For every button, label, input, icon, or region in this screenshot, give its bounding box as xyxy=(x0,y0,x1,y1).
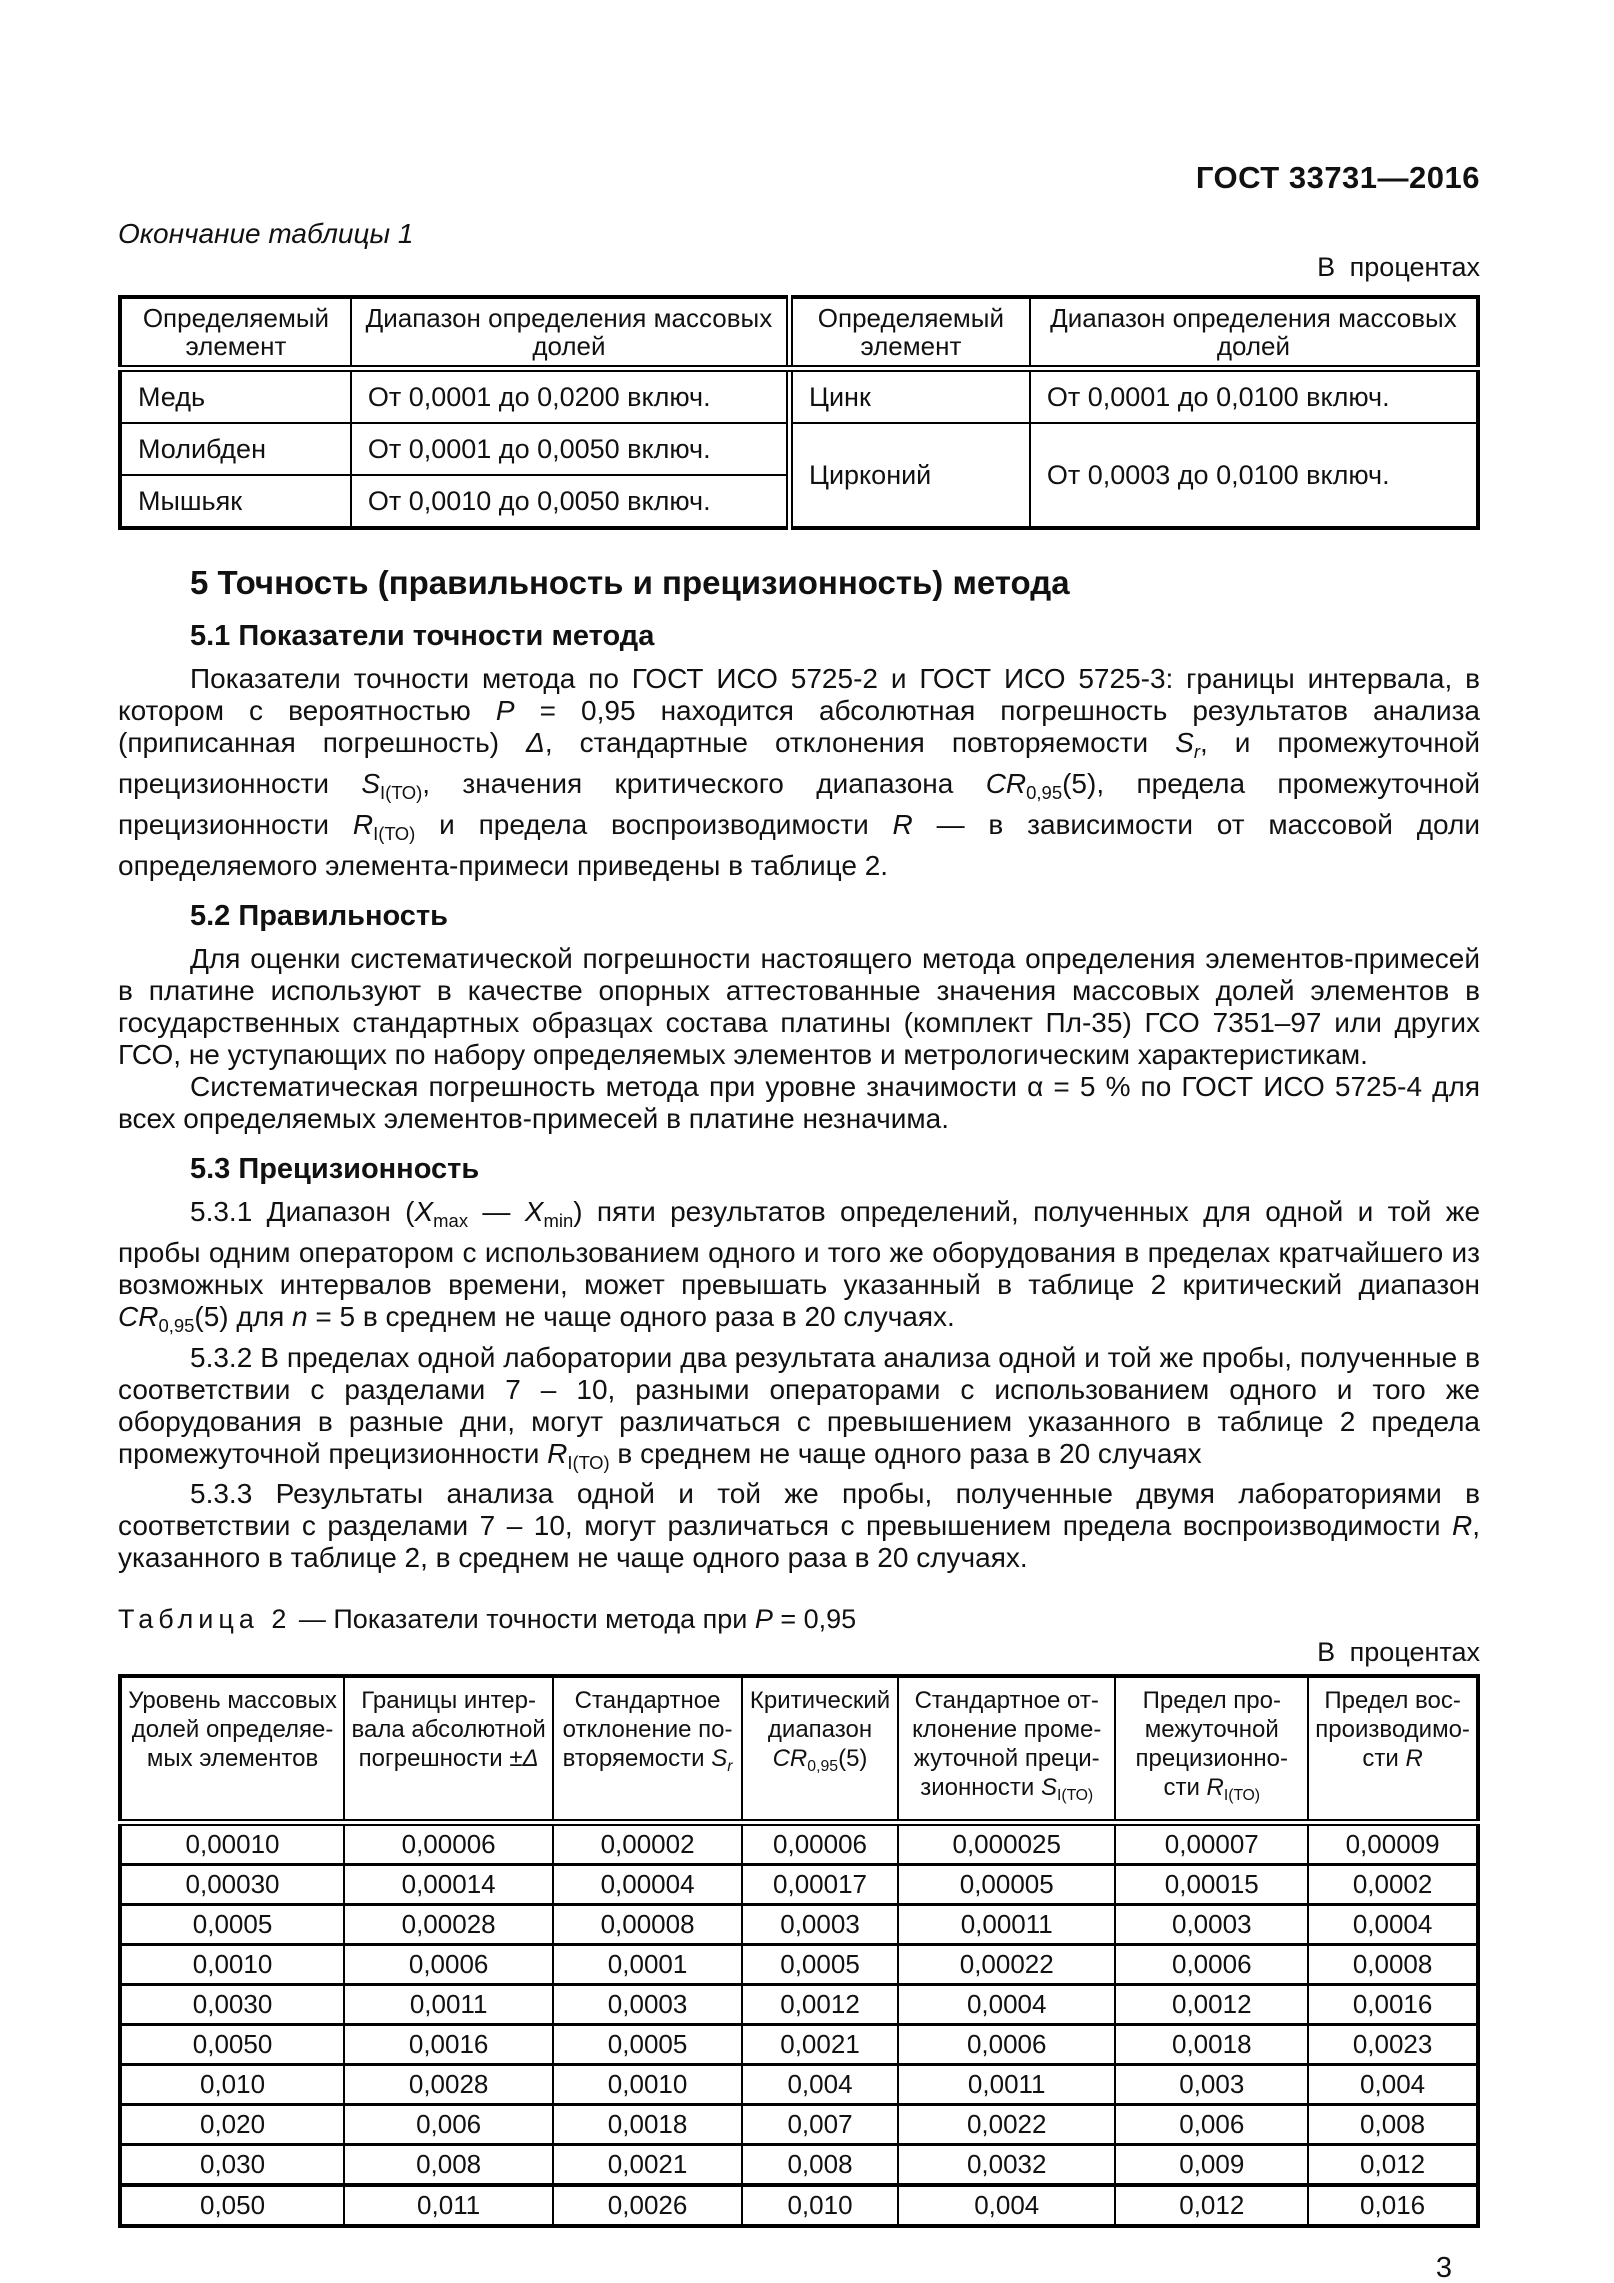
text-run: Δ xyxy=(526,727,545,758)
table-row xyxy=(120,423,1478,475)
text-run: , стандартные отклонения повторяемости xyxy=(544,727,1176,758)
text-run: 0,95 xyxy=(807,1758,839,1776)
value-cell: 0,00014 xyxy=(344,1864,553,1904)
text-run: 5.3.1 Диапазон ( xyxy=(190,1195,415,1227)
table-row xyxy=(120,1822,1478,1864)
table2-header-mass-fraction-level xyxy=(120,1676,344,1822)
text-run: , и промежуточной прецизионности xyxy=(118,727,1480,799)
text-run: Предел вос- xyxy=(1324,1687,1461,1715)
value-cell: 0,00002 xyxy=(553,1822,742,1864)
text-run: производимо- xyxy=(1315,1716,1470,1744)
table1-continuation-label: Окончание таблицы 1 xyxy=(118,218,414,249)
value-cell: 0,050 xyxy=(120,2185,344,2226)
text-run: Таблица 2 xyxy=(118,1604,292,1635)
range-cell: От 0,0001 до 0,0200 включ. xyxy=(351,369,790,424)
value-cell: 0,0005 xyxy=(120,1904,344,1944)
range-cell: От 0,0010 до 0,0050 включ. xyxy=(351,475,790,528)
value-cell: 0,0003 xyxy=(553,1984,742,2024)
paragraph-5-3-3 xyxy=(118,1478,1480,1574)
table1-header-range-left xyxy=(351,297,790,369)
value-cell: 0,0010 xyxy=(120,1944,344,1984)
value-cell: 0,00028 xyxy=(344,1904,553,1944)
page-number: 3 xyxy=(1435,2251,1452,2283)
value-cell: 0,010 xyxy=(120,2064,344,2104)
value-cell: 0,020 xyxy=(120,2104,344,2144)
text-run: r xyxy=(727,1758,733,1776)
table2-header-row xyxy=(120,1676,1478,1822)
text-run: I(ТО) xyxy=(1223,1787,1261,1805)
text-run: S xyxy=(711,1745,728,1773)
text-run: I(ТО) xyxy=(373,822,416,844)
value-cell: 0,000025 xyxy=(898,1822,1115,1864)
value-cell: 0,008 xyxy=(742,2144,898,2185)
value-cell: 0,0018 xyxy=(1115,2024,1308,2064)
table2-header-intermediate-precision-sd xyxy=(898,1676,1115,1822)
table-row xyxy=(120,2144,1478,2185)
text-run: Δ xyxy=(522,1745,539,1773)
text-run: элемент xyxy=(860,331,962,361)
table2-caption xyxy=(118,1604,1480,1635)
value-cell: 0,0021 xyxy=(742,2024,898,2064)
value-cell: 0,004 xyxy=(898,2185,1115,2226)
text-run: max xyxy=(433,1209,469,1231)
value-cell: 0,0008 xyxy=(1308,1944,1478,1984)
doc-code-header: ГОСТ 33731—2016 xyxy=(1195,160,1480,195)
text-run: сти xyxy=(1362,1745,1406,1773)
text-run: I(ТО) xyxy=(380,781,423,803)
value-cell: 0,00008 xyxy=(553,1904,742,1944)
text-run: = 5 в среднем не чаще одного раза в 20 случаях. xyxy=(307,1300,955,1332)
text-run: (5), предела промежуточной прецизионности xyxy=(118,767,1481,840)
value-cell: 0,0030 xyxy=(120,1984,344,2024)
text-run: межуточной xyxy=(1144,1716,1279,1744)
table2-header-repeatability-sd xyxy=(553,1676,742,1822)
text-run: S xyxy=(1175,727,1194,758)
text-run: min xyxy=(543,1209,574,1231)
text-run: R xyxy=(1405,1745,1423,1773)
value-cell: 0,0006 xyxy=(1115,1944,1308,1984)
value-cell: 0,0016 xyxy=(344,2024,553,2064)
text-run: R xyxy=(892,808,913,840)
value-cell: 0,012 xyxy=(1115,2185,1308,2226)
text-run: CR xyxy=(985,767,1027,799)
text-run: n xyxy=(292,1300,308,1332)
text-run: диапазон xyxy=(767,1716,873,1744)
value-cell: 0,0002 xyxy=(1308,1864,1478,1904)
value-cell: 0,004 xyxy=(742,2064,898,2104)
value-cell: 0,0003 xyxy=(742,1904,898,1944)
value-cell: 0,0006 xyxy=(898,2024,1115,2064)
section-5-3-heading: 5.3 Прецизионность xyxy=(190,1152,480,1185)
value-cell: 0,0004 xyxy=(1308,1904,1478,1944)
value-cell: 0,0010 xyxy=(553,2064,742,2104)
value-cell: 0,030 xyxy=(120,2144,344,2185)
text-run: сти xyxy=(1163,1774,1207,1802)
text-run: 5.3.2 В пределах одной лаборатории два результата анализа одной и той же пробы, полученные в соответствии с разделами 7 – 10, разными операторами с использованием одного и того же оборудования в разные дни, могут различаться с превышением указанного в таблице 2 предела промежуточной прецизионности xyxy=(118,1341,1480,1469)
table2 xyxy=(118,1674,1480,2227)
text-run: CR xyxy=(772,1745,808,1773)
text-run: долей xyxy=(532,331,606,361)
value-cell: 0,00015 xyxy=(1115,1864,1308,1904)
value-cell: 0,012 xyxy=(1308,2144,1478,2185)
value-cell: 0,007 xyxy=(742,2104,898,2144)
text-run: R xyxy=(1451,1510,1473,1542)
table2-header-reproducibility-limit xyxy=(1308,1676,1478,1822)
value-cell: 0,0050 xyxy=(120,2024,344,2064)
value-cell: 0,008 xyxy=(1308,2104,1478,2144)
text-run: Границы интер- xyxy=(361,1687,536,1715)
text-run: отклонение по- xyxy=(562,1716,733,1744)
table1-head xyxy=(120,297,1478,369)
value-cell: 0,00005 xyxy=(898,1864,1115,1904)
text-run: жуточной преци- xyxy=(913,1745,1100,1773)
table1-header-element-right xyxy=(789,297,1029,369)
text-run: вала абсолютной xyxy=(351,1716,546,1744)
paragraph-5-2-2: Систематическая погрешность метода при уровне значимости α = 5 % по ГОСТ ИСО 5725-4 для всех определяемых элементов-примесей в платине незначима. xyxy=(118,1070,1480,1134)
element-cell: Мышьяк xyxy=(120,475,351,528)
value-cell: 0,008 xyxy=(344,2144,553,2185)
element-cell: Медь xyxy=(120,369,351,424)
range-cell: От 0,0001 до 0,0100 включ. xyxy=(1030,369,1478,424)
element-cell: Цинк xyxy=(789,369,1029,424)
text-run: мых элементов xyxy=(146,1745,319,1773)
text-run: в среднем не чаще одного раза в 20 случаях xyxy=(609,1437,1202,1469)
table-row xyxy=(120,1984,1478,2024)
value-cell: 0,0028 xyxy=(344,2064,553,2104)
text-run: = 0,95 находится абсолютная погрешность результатов анализа (приписанная погрешность) xyxy=(118,695,1481,758)
text-run: 0,95 xyxy=(1026,781,1063,803)
value-cell: 0,003 xyxy=(1115,2064,1308,2104)
text-run: S xyxy=(1040,1774,1057,1802)
value-cell: 0,0012 xyxy=(1115,1984,1308,2024)
value-cell: 0,011 xyxy=(344,2185,553,2226)
value-cell: 0,0012 xyxy=(742,1984,898,2024)
text-run: вторяемости xyxy=(562,1745,712,1773)
table2-header-critical-range xyxy=(742,1676,898,1822)
value-cell: 0,0023 xyxy=(1308,2024,1478,2064)
text-run: Показатели точности метода по ГОСТ ИСО 5725-2 и ГОСТ ИСО 5725-3: границы интервала, в котором с вероятностью xyxy=(118,663,1480,726)
table-row xyxy=(120,2064,1478,2104)
table2-body xyxy=(120,1822,1478,2226)
text-run: Критический xyxy=(749,1687,891,1715)
value-cell: 0,006 xyxy=(1115,2104,1308,2144)
text-run: R xyxy=(1206,1774,1224,1802)
table-row xyxy=(120,2104,1478,2144)
value-cell: 0,004 xyxy=(1308,2064,1478,2104)
text-run: ) пяти результатов определений, полученных для одной и той же пробы одним оператором с использованием одного и того же оборудования в пределах кратчайшего из возможных интервалов времени, может превышать указанный в таблице 2 критический диапазон xyxy=(118,1195,1481,1300)
value-cell: 0,00006 xyxy=(742,1822,898,1864)
table1 xyxy=(118,295,1480,530)
value-cell: 0,0022 xyxy=(898,2104,1115,2144)
text-run: Стандартное xyxy=(574,1687,721,1715)
table-row xyxy=(120,2185,1478,2226)
paragraph-5-3-2 xyxy=(118,1342,1480,1479)
value-cell: 0,00007 xyxy=(1115,1822,1308,1864)
text-run: R xyxy=(352,808,374,840)
range-cell: От 0,0001 до 0,0050 включ. xyxy=(351,423,790,475)
table1-units-label: В процентах xyxy=(1317,252,1480,282)
table2-header-error-bounds xyxy=(344,1676,553,1822)
text-run: (5) для xyxy=(194,1300,293,1332)
text-run: CR xyxy=(118,1300,159,1332)
value-cell: 0,0001 xyxy=(553,1944,742,1984)
element-cell: Цирконий xyxy=(789,423,1029,528)
table-row xyxy=(120,1864,1478,1904)
text-run: X xyxy=(414,1195,434,1227)
value-cell: 0,016 xyxy=(1308,2185,1478,2226)
text-run: долей определяе- xyxy=(131,1716,334,1744)
table1-header-row xyxy=(120,297,1478,369)
text-run: P xyxy=(495,695,515,726)
text-run: элемент xyxy=(185,331,287,361)
value-cell: 0,00030 xyxy=(120,1864,344,1904)
text-run: R xyxy=(547,1437,568,1469)
text-run: — Показатели точности метода при xyxy=(291,1604,755,1635)
value-cell: 0,00010 xyxy=(120,1822,344,1864)
value-cell: 0,0018 xyxy=(553,2104,742,2144)
text-run: X xyxy=(524,1195,544,1227)
table2-units-label: В процентах xyxy=(1317,1637,1480,1668)
text-run: S xyxy=(361,767,381,799)
text-run: , значения критического диапазона xyxy=(422,767,986,799)
text-run: = 0,95 xyxy=(772,1604,857,1635)
page-content xyxy=(118,0,1480,2283)
text-run: , указанного в таблице 2, в среднем не чаще одного раза в 20 случаях. xyxy=(118,1510,1480,1574)
text-run: r xyxy=(1193,740,1201,762)
table-row xyxy=(120,1944,1478,1984)
section-5-2-heading: 5.2 Правильность xyxy=(190,899,448,932)
text-run: Уровень массовых xyxy=(128,1687,337,1715)
value-cell: 0,0021 xyxy=(553,2144,742,2185)
table-row xyxy=(120,2024,1478,2064)
text-run: (5) xyxy=(838,1745,868,1773)
table1-header-element-left xyxy=(120,297,351,369)
table2-head xyxy=(120,1676,1478,1822)
value-cell: 0,0006 xyxy=(344,1944,553,1984)
text-run: I(ТО) xyxy=(567,1451,610,1473)
text-run: 0,95 xyxy=(158,1314,195,1336)
text-run: зионности xyxy=(920,1774,1041,1802)
value-cell: 0,0011 xyxy=(344,1984,553,2024)
text-run: P xyxy=(754,1604,773,1635)
text-run: Определяемый xyxy=(142,303,330,333)
value-cell: 0,0032 xyxy=(898,2144,1115,2185)
value-cell: 0,0005 xyxy=(742,1944,898,1984)
value-cell: 0,00011 xyxy=(898,1904,1115,1944)
section-5-1-heading: 5.1 Показатели точности метода xyxy=(190,620,655,652)
text-run: 5.3.3 Результаты анализа одной и той же пробы, полученные двумя лабораториями в соответствии с разделами 7 – 10, могут различаться с превышением предела воспроизводимости xyxy=(118,1478,1480,1542)
text-run: погрешности ± xyxy=(358,1745,523,1773)
paragraph-5-2-1: Для оценки систематической погрешности настоящего метода определения элементов-примесей в платине используют в качестве опорных аттестованные значения массовых долей элементов в государственных стандартных образцах состава платины (комплект Пл-35) ГСО 7351–97 или других ГСО, не уступающих по набору определяемых элементов и метрологическим характеристикам. xyxy=(118,942,1480,1070)
text-run: прецизионно- xyxy=(1135,1745,1288,1773)
table1-header-range-right xyxy=(1030,297,1478,369)
value-cell: 0,00009 xyxy=(1308,1822,1478,1864)
value-cell: 0,009 xyxy=(1115,2144,1308,2185)
value-cell: 0,0026 xyxy=(553,2185,742,2226)
text-run: Стандартное от- xyxy=(914,1687,1099,1715)
text-run: клонение проме- xyxy=(912,1716,1102,1744)
table2-header-intermediate-precision-limit xyxy=(1115,1676,1308,1822)
value-cell: 0,0016 xyxy=(1308,1984,1478,2024)
text-run: — в зависимости от массовой доли определяемого элемента-примеси приведены в таблице 2. xyxy=(118,808,1480,881)
text-run: Диапазон определения массовых долей xyxy=(1050,303,1457,361)
value-cell: 0,0003 xyxy=(1115,1904,1308,1944)
table-row xyxy=(120,1904,1478,1944)
element-cell: Молибден xyxy=(120,423,351,475)
value-cell: 0,006 xyxy=(344,2104,553,2144)
text-run: I(ТО) xyxy=(1056,1787,1094,1805)
range-cell: От 0,0003 до 0,0100 включ. xyxy=(1030,423,1478,528)
section-5-heading: 5 Точность (правильность и прецизионность) метода xyxy=(190,564,1070,601)
value-cell: 0,00022 xyxy=(898,1944,1115,1984)
table-row xyxy=(120,369,1478,424)
value-cell: 0,0004 xyxy=(898,1984,1115,2024)
text-run: Определяемый xyxy=(817,303,1005,333)
text-run: Предел про- xyxy=(1142,1687,1281,1715)
text-run: — xyxy=(468,1195,525,1227)
value-cell: 0,00004 xyxy=(553,1864,742,1904)
text-run: Диапазон определения массовых xyxy=(365,303,773,333)
value-cell: 0,0005 xyxy=(553,2024,742,2064)
value-cell: 0,010 xyxy=(742,2185,898,2226)
value-cell: 0,00017 xyxy=(742,1864,898,1904)
paragraph-5-3-1 xyxy=(118,1196,1480,1342)
text-run: и предела воспроизводимости xyxy=(415,808,893,840)
value-cell: 0,0011 xyxy=(898,2064,1115,2104)
paragraph-5-1 xyxy=(118,663,1480,882)
value-cell: 0,00006 xyxy=(344,1822,553,1864)
table1-body xyxy=(120,369,1478,529)
